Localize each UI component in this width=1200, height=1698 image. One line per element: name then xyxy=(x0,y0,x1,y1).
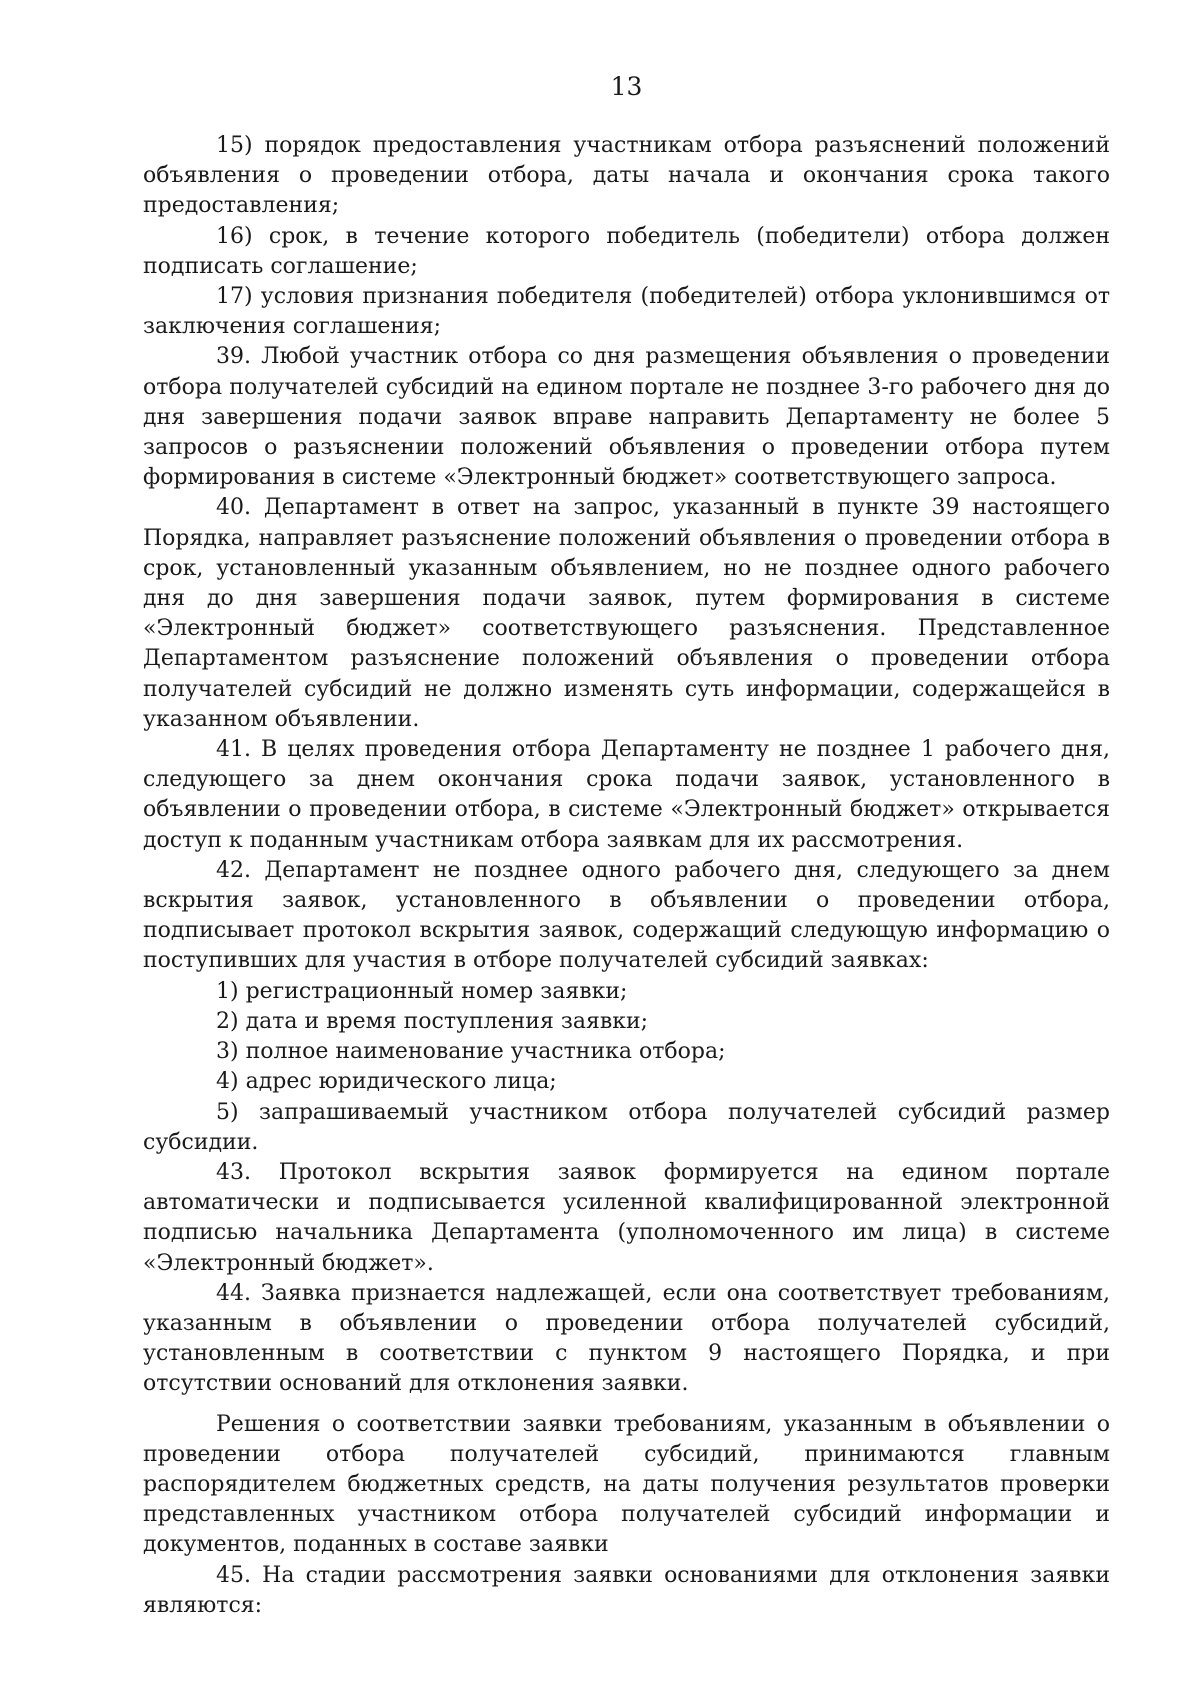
list-item-date-time: 2) дата и время поступления заявки; xyxy=(216,1008,649,1034)
list-item-full-name: 3) полное наименование участника отбора; xyxy=(216,1039,726,1065)
list-item-subsidy-amount: 5) запрашиваемый участником отбора получателей субсидий размер субсидии. xyxy=(143,1099,1110,1155)
paragraph-clause-40: 40. Департамент в ответ на запрос, указанный в пункте 39 настоящего Порядка, направляет разъяснение положений объявления о проведении отбора в срок, установленный указанным объявлением, но не позднее одного рабочего дня до дня завершения подачи заявок, путем формирования в системе «Электронный бюджет» соответствующего разъяснения. Представленное Департаментом разъяснение положений объявления о проведении отбора получателей субсидий не должно изменять суть информации, содержащейся в указанном объявлении. xyxy=(143,495,1110,732)
list-item-address: 4) адрес юридического лица; xyxy=(216,1069,557,1095)
list-item-registration-number: 1) регистрационный номер заявки; xyxy=(216,978,628,1004)
paragraph-item-16: 16) срок, в течение которого победитель (победители) отбора должен подписать соглашение; xyxy=(143,223,1110,279)
paragraph-clause-44: 44. Заявка признается надлежащей, если она соответствует требованиям, указанным в объявлении о проведении отбора получателей субсидий, установленным в соответствии с пунктом 9 настоящего Порядка, и при отсутствии оснований для отклонения заявки. xyxy=(143,1280,1110,1397)
paragraph-clause-41: 41. В целях проведения отбора Департаменту не позднее 1 рабочего дня, следующего за днем окончания срока подачи заявок, установленного в объявлении о проведении отбора, в системе «Электронный бюджет» открывается доступ к поданным участникам отбора заявкам для их рассмотрения. xyxy=(143,737,1110,853)
document-body xyxy=(143,131,1110,1621)
paragraph-clause-39: 39. Любой участник отбора со дня размещения объявления о проведении отбора получателей субсидий на едином портале не позднее 3-го рабочего дня до дня завершения подачи заявок вправе направить Департаменту не более 5 запросов о разъяснении положений объявления о проведении отбора путем формирования в системе «Электронный бюджет» соответствующего запроса. xyxy=(143,344,1110,491)
page-number: 13 xyxy=(610,72,643,101)
paragraph-item-17: 17) условия признания победителя (победителей) отбора уклонившимся от заключения соглашения; xyxy=(143,284,1110,340)
paragraph-item-15: 15) порядок предоставления участникам отбора разъяснений положений объявления о проведении отбора, даты начала и окончания срока такого предоставления; xyxy=(143,133,1110,219)
paragraph-clause-42: 42. Департамент не позднее одного рабочего дня, следующего за днем вскрытия заявок, установленного в объявлении о проведении отбора, подписывает протокол вскрытия заявок, содержащий следующую информацию о поступивших для участия в отборе получателей субсидий заявках: xyxy=(143,857,1110,974)
paragraph-clause-43: 43. Протокол вскрытия заявок формируется на едином портале автоматически и подписывается усиленной квалифицированной электронной подписью начальника Департамента (уполномоченного им лица) в системе «Электронный бюджет». xyxy=(143,1159,1110,1276)
paragraph-clause-45: 45. На стадии рассмотрения заявки основаниями для отклонения заявки являются: xyxy=(143,1562,1110,1618)
paragraph-decisions: Решения о соответствии заявки требованиям, указанным в объявлении о проведении отбора получателей субсидий, принимаются главным распорядителем бюджетных средств, на даты получения результатов проверки представленных участником отбора получателей субсидий информации и документов, поданных в составе заявки xyxy=(143,1411,1110,1558)
